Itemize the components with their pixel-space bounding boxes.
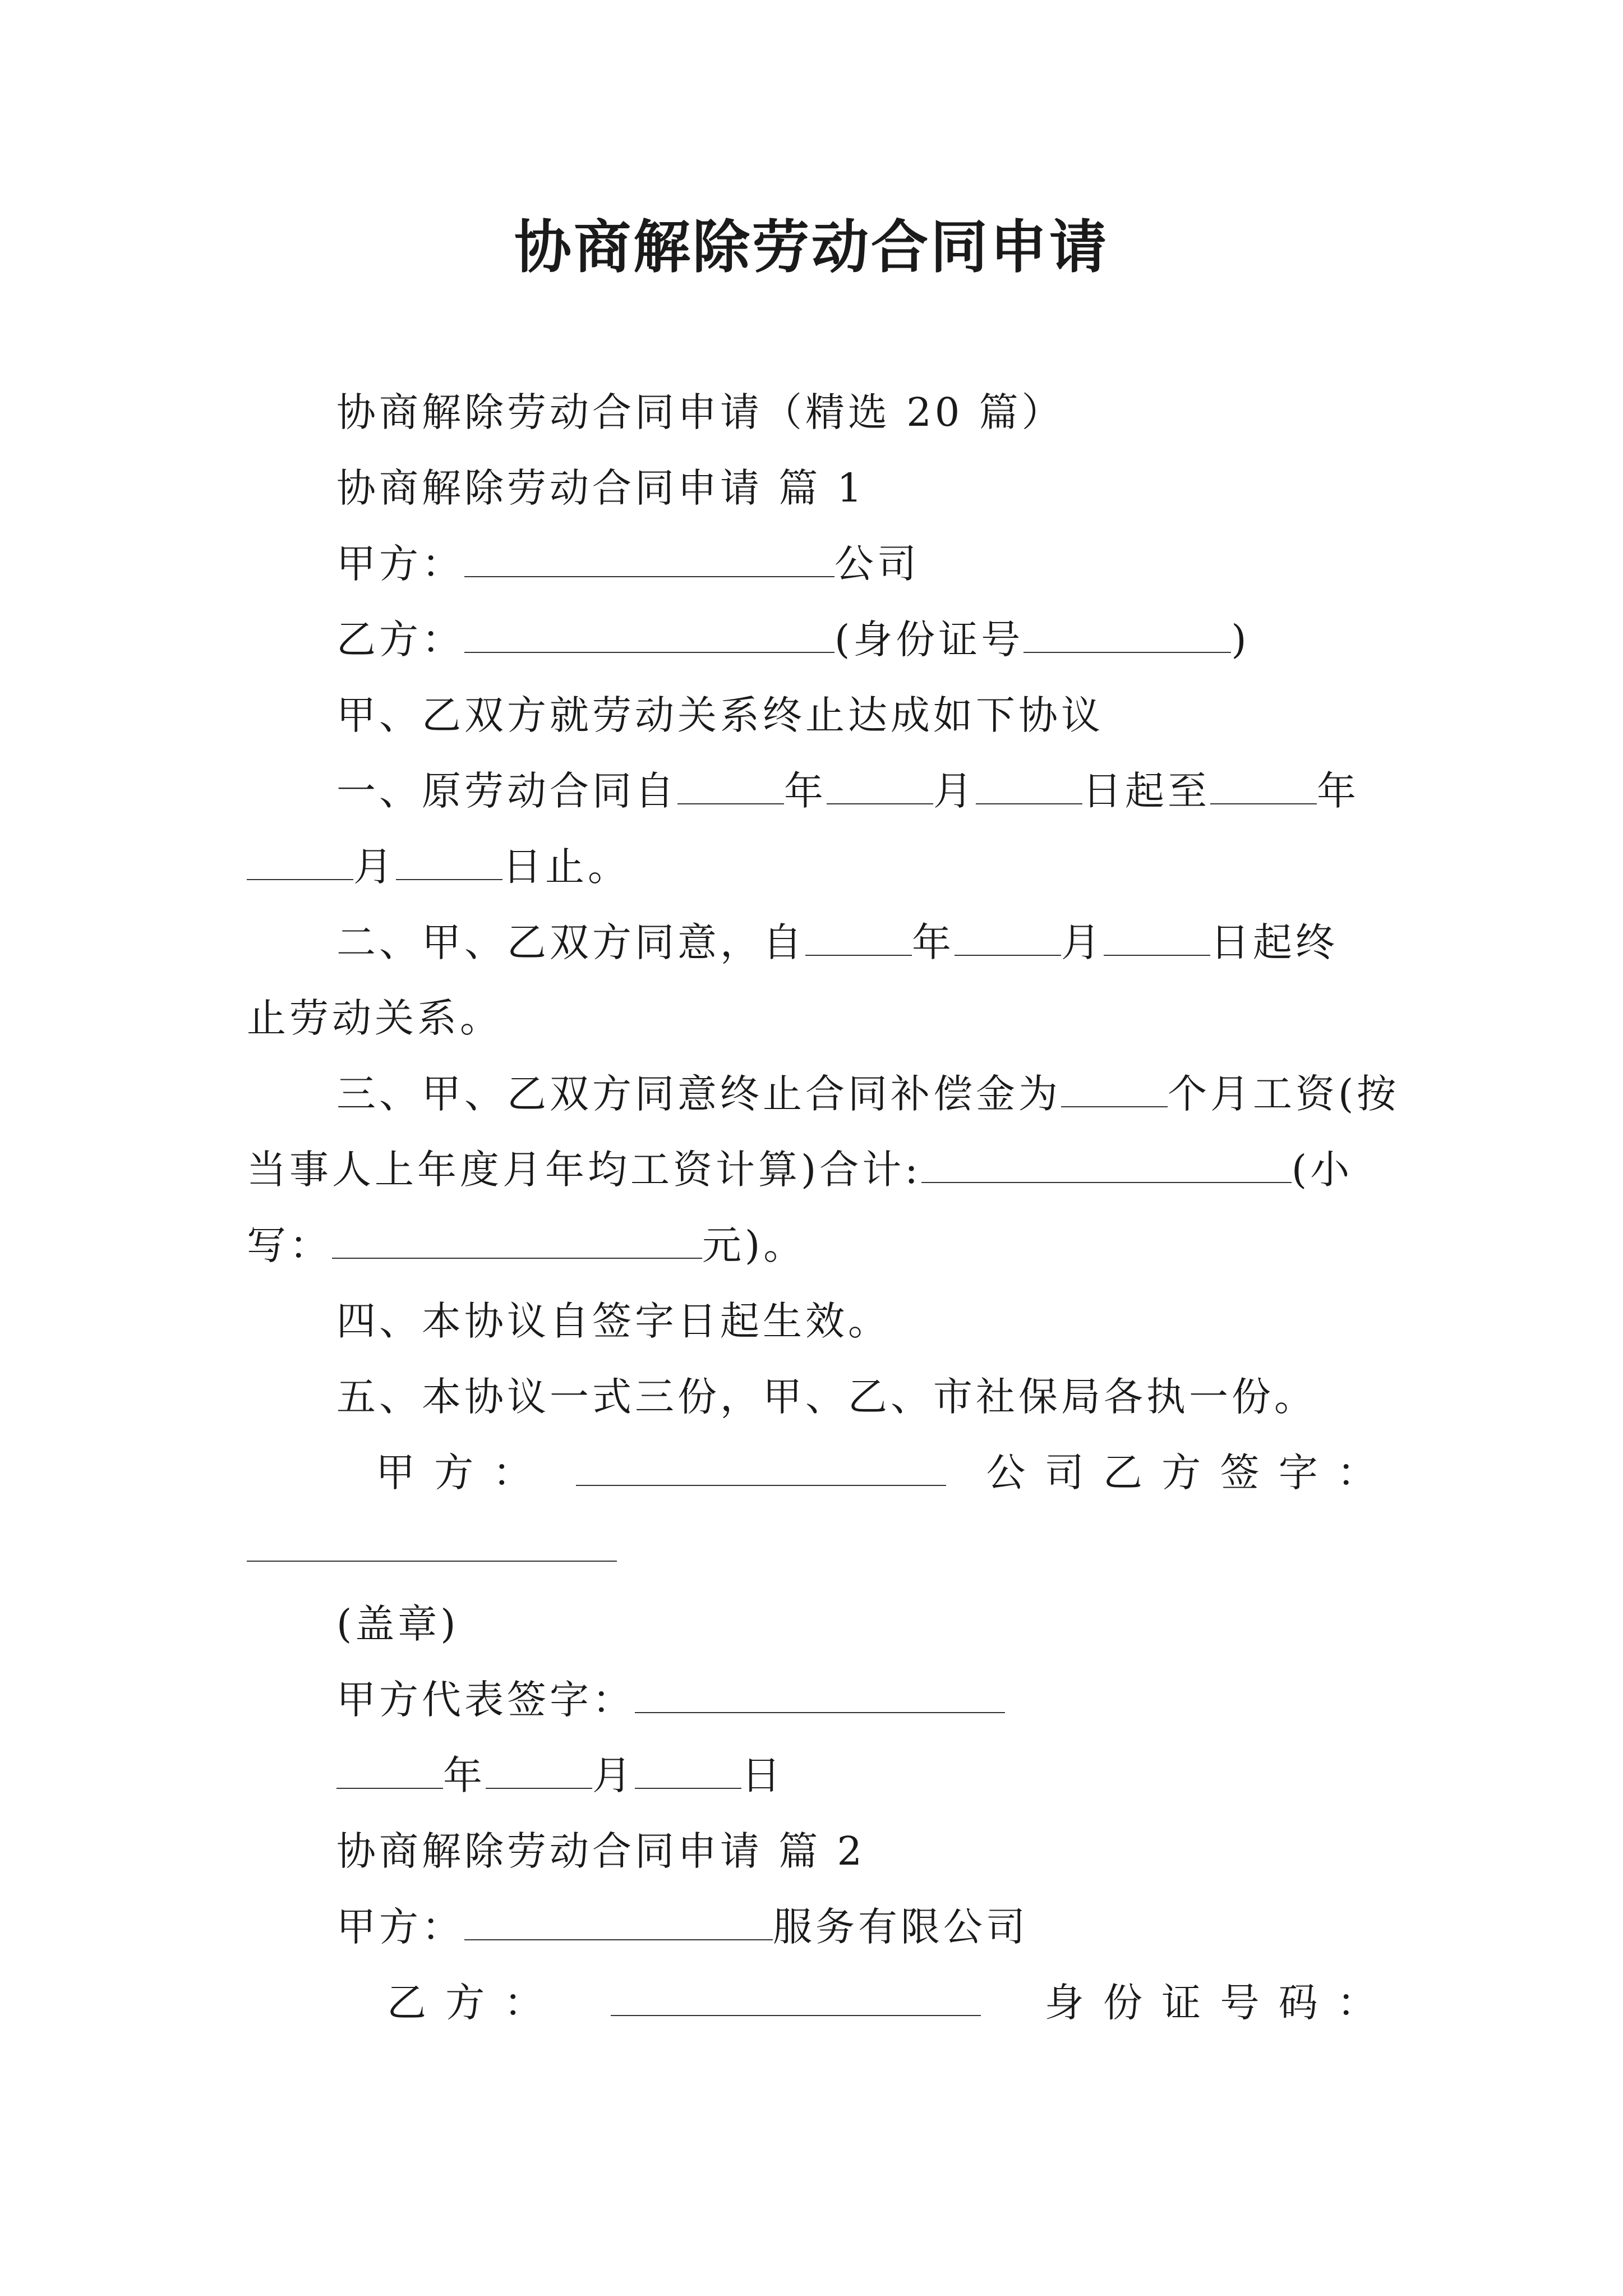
clause-1-line-2 (247, 841, 630, 892)
month-label: 月 (1061, 919, 1104, 965)
clause-1-line-1 (336, 766, 1359, 816)
clause-1-mid: 日起至 (1082, 768, 1210, 814)
sign-party-a-label: 甲 方 ： (376, 1450, 536, 1496)
clause-3-text: 三、甲、乙双方同意终止合同补偿金为 (336, 1071, 1061, 1117)
party-b-label: 乙方： (336, 616, 464, 662)
year-label: 年 (784, 768, 827, 814)
party-b-blank[interactable] (464, 619, 834, 653)
terminate-day-blank[interactable] (1104, 922, 1210, 956)
section-2-heading: 协商解除劳动合同申请 篇 2 (336, 1828, 866, 1874)
month-label: 月 (353, 844, 396, 890)
party-a2-label: 甲方： (336, 1904, 464, 1950)
clause-3-line-2 (247, 1144, 1353, 1195)
clause-3-total-label: 当事人上年度月年均工资计算)合计: (247, 1147, 921, 1193)
party-a-label: 甲方： (336, 541, 464, 587)
party-a-suffix: 公司 (834, 541, 920, 587)
end-month-blank[interactable] (247, 846, 353, 880)
signature-line-2 (247, 1523, 617, 1573)
party-b2-line (387, 1977, 1380, 2028)
sign-party-b-blank[interactable] (247, 1528, 617, 1562)
end-year-blank[interactable] (1210, 771, 1317, 804)
day-label: 日 (741, 1752, 784, 1798)
year-label: 年 (1317, 768, 1359, 814)
party-b2-id-label: 身 份 证 号 码 ： (1044, 1980, 1380, 2026)
party-a-line (336, 539, 920, 589)
clause-2-mid: 日起终 (1210, 919, 1338, 965)
clause-3-small-label: (小 (1291, 1147, 1353, 1193)
intro-line: 甲、乙双方就劳动关系终止达成如下协议 (336, 692, 1104, 738)
party-a-blank[interactable] (464, 544, 834, 577)
end-day-blank[interactable] (396, 846, 502, 880)
clause-4: 四、本协议自签字日起生效。 (336, 1298, 891, 1344)
month-label: 月 (933, 768, 976, 814)
year-label: 年 (912, 919, 955, 965)
sign-party-a-blank[interactable] (576, 1452, 946, 1486)
party-a2-blank[interactable] (464, 1907, 773, 1940)
rep-sign-line (336, 1674, 1005, 1725)
sign-year-blank[interactable] (336, 1755, 443, 1789)
amount-blank[interactable] (332, 1225, 702, 1259)
clause-1-end: 日止。 (502, 844, 630, 890)
party-b-id-blank[interactable] (1023, 619, 1231, 653)
clause-2-line-2: 止劳动关系。 (247, 995, 502, 1041)
clause-3-text-end: 个月工资(按 (1168, 1071, 1400, 1117)
signature-line (376, 1447, 1380, 1498)
terminate-year-blank[interactable] (805, 922, 912, 956)
clause-3-write-label: 写： (247, 1222, 332, 1268)
document-title: 协商解除劳动合同申请 (514, 214, 1109, 281)
year-label: 年 (443, 1752, 486, 1798)
clause-3-yuan: 元)。 (702, 1222, 806, 1268)
party-b-line (336, 614, 1250, 665)
total-blank[interactable] (921, 1149, 1292, 1183)
start-year-blank[interactable] (677, 771, 784, 804)
sign-month-blank[interactable] (486, 1755, 592, 1789)
date-line (336, 1750, 784, 1801)
party-b2-label: 乙 方 ： (387, 1980, 547, 2026)
start-day-blank[interactable] (976, 771, 1082, 804)
sign-day-blank[interactable] (635, 1755, 741, 1789)
month-label: 月 (592, 1752, 635, 1798)
terminate-month-blank[interactable] (955, 922, 1061, 956)
section-1-heading: 协商解除劳动合同申请 篇 1 (336, 465, 866, 511)
party-b2-blank[interactable] (611, 1982, 981, 2016)
party-a2-suffix: 服务有限公司 (773, 1904, 1029, 1950)
clause-5: 五、本协议一式三份，甲、乙、市社保局各执一份。 (336, 1374, 1317, 1420)
seal-label: (盖章) (336, 1601, 459, 1647)
rep-sign-label: 甲方代表签字： (336, 1677, 635, 1723)
clause-1-lead: 一、原劳动合同自 (336, 768, 677, 814)
start-month-blank[interactable] (827, 771, 933, 804)
clause-2-line-1 (336, 917, 1338, 968)
party-a2-line (336, 1902, 1029, 1952)
months-blank[interactable] (1061, 1074, 1168, 1107)
clause-3-line-1 (336, 1069, 1399, 1119)
subtitle: 协商解除劳动合同申请（精选 20 篇） (336, 389, 1064, 435)
party-b-id-open: (身份证号 (834, 616, 1024, 662)
clause-3-line-3 (247, 1220, 806, 1271)
sign-company-label: 公 司 乙 方 签 字 ： (986, 1450, 1380, 1496)
party-b-id-close: ) (1231, 616, 1250, 662)
clause-2-lead: 二、甲、乙双方同意，自 (336, 919, 805, 965)
rep-sign-blank[interactable] (635, 1680, 1005, 1713)
